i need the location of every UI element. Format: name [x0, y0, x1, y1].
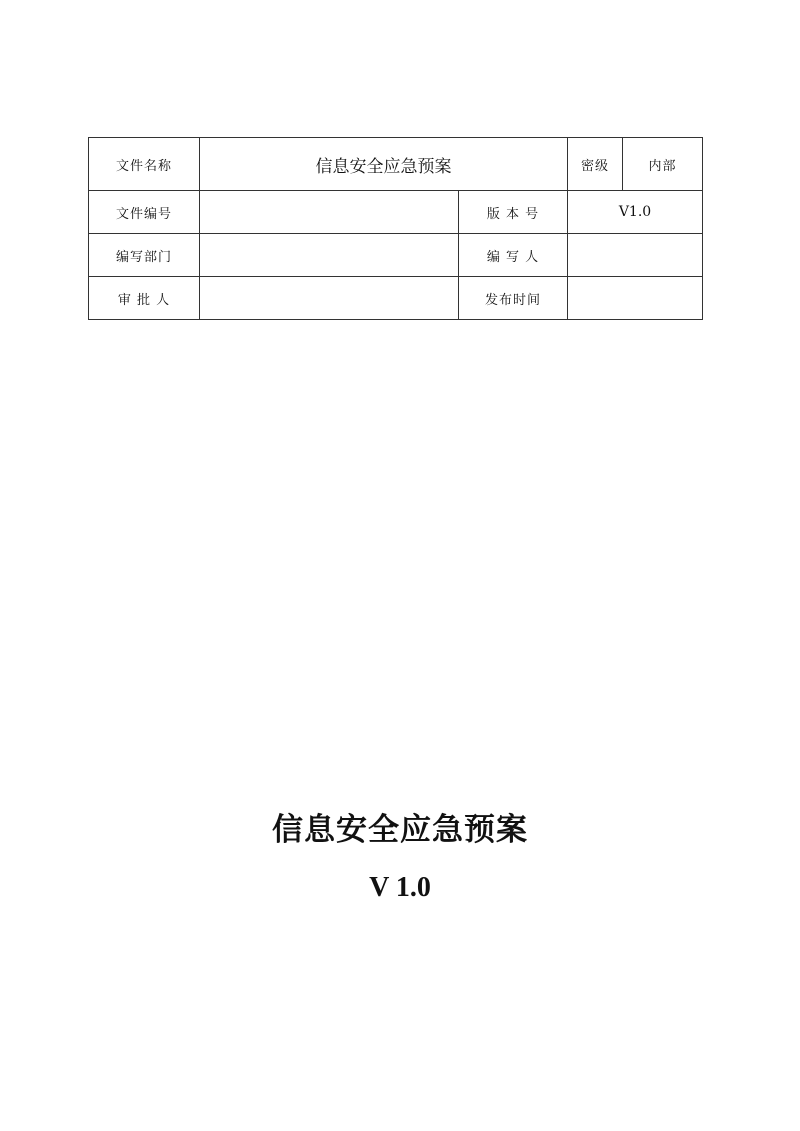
release-time-label: 发布时间: [459, 277, 568, 320]
department-label: 编写部门: [89, 234, 200, 277]
department-value: [200, 234, 459, 277]
table-row-department: [89, 234, 703, 277]
release-time-value: [568, 277, 703, 320]
cover-version: V 1.0: [369, 872, 431, 903]
version-label: 版 本 号: [459, 191, 568, 234]
file-number-value: [200, 191, 459, 234]
approver-value: [200, 277, 459, 320]
classification-label: 密级: [568, 138, 623, 191]
file-name-value: 信息安全应急预案: [200, 138, 568, 191]
author-label: 编 写 人: [459, 234, 568, 277]
table-row-file-name: [89, 138, 703, 191]
file-number-label: 文件编号: [89, 191, 200, 234]
table-row-approver: [89, 277, 703, 320]
cover-title: 信息安全应急预案: [272, 812, 528, 848]
author-value: [568, 234, 703, 277]
document-info-table: [88, 137, 703, 320]
table-row-file-number: [89, 191, 703, 234]
approver-label: 审 批 人: [89, 277, 200, 320]
classification-value: 内部: [623, 138, 703, 191]
version-value: V1.0: [568, 191, 703, 234]
file-name-label: 文件名称: [89, 138, 200, 191]
